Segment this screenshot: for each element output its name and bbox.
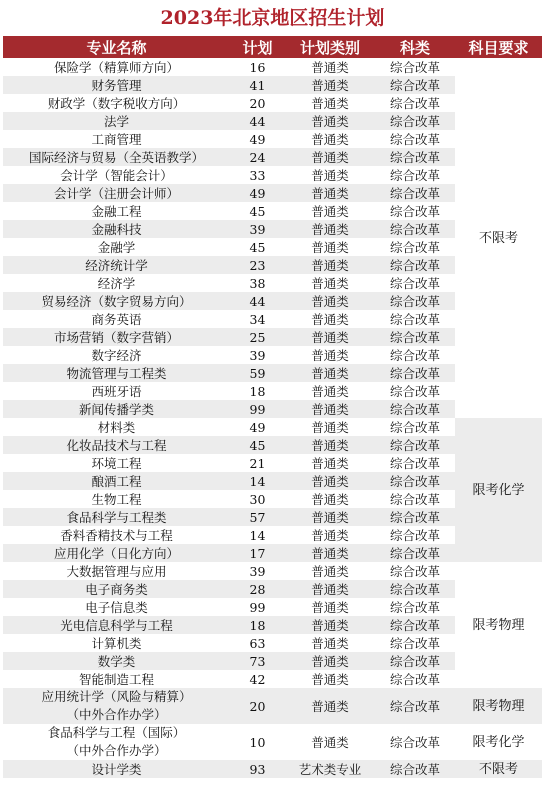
cell-major: 计算机类 xyxy=(91,635,142,651)
cell-plan: 45 xyxy=(230,436,285,454)
cell-plan: 99 xyxy=(230,400,285,418)
cell-category: 普通类 xyxy=(285,220,375,238)
cell-category: 普通类 xyxy=(311,419,349,435)
cell-type: 综合改革 xyxy=(375,472,455,490)
cell-type: 综合改革 xyxy=(389,491,440,507)
cell-category: 普通类 xyxy=(285,652,375,670)
cell-major: 保险学（精算师方向） xyxy=(53,59,179,75)
cell-major xyxy=(3,724,230,760)
cell-major: 贸易经济（数字贸易方向） xyxy=(3,292,230,310)
cell-major: 设计学类 xyxy=(3,760,230,778)
cell-type: 综合改革 xyxy=(389,275,440,291)
header-major: 专业名称 xyxy=(3,36,230,58)
cell-category: 普通类 xyxy=(311,455,349,471)
cell-category: 普通类 xyxy=(311,383,349,399)
cell-plan: 23 xyxy=(230,256,285,274)
cell-plan: 49 xyxy=(230,184,285,202)
header-plan: 计划 xyxy=(230,36,285,58)
cell-type: 综合改革 xyxy=(389,455,440,471)
cell-category: 艺术类专业 xyxy=(285,760,375,778)
cell-major: 大数据管理与应用 xyxy=(66,563,167,579)
cell-type: 综合改革 xyxy=(389,734,440,750)
cell-plan: 17 xyxy=(230,544,285,562)
cell-major xyxy=(3,688,230,724)
cell-plan: 39 xyxy=(249,563,266,579)
cell-category: 普通类 xyxy=(285,436,375,454)
cell-major: 金融科技 xyxy=(3,220,230,238)
cell-category: 普通类 xyxy=(311,59,349,75)
cell-major: 金融学 xyxy=(97,239,136,255)
cell-type: 综合改革 xyxy=(389,671,440,687)
cell-category: 普通类 xyxy=(285,328,375,346)
cell-plan: 45 xyxy=(249,239,266,255)
cell-category: 普通类 xyxy=(285,688,375,724)
cell-type: 综合改革 xyxy=(375,256,455,274)
major-line: （中外合作办学） xyxy=(66,743,167,758)
enrollment-table xyxy=(3,36,542,778)
cell-category: 普通类 xyxy=(311,563,349,579)
table-row xyxy=(3,418,542,436)
cell-plan: 20 xyxy=(249,95,266,111)
cell-major: 应用化学（日化方向） xyxy=(3,544,230,562)
cell-plan: 49 xyxy=(249,419,266,435)
table-row xyxy=(3,760,542,778)
cell-type: 综合改革 xyxy=(389,563,440,579)
cell-major: 市场营销（数字营销） xyxy=(3,328,230,346)
cell-type: 综合改革 xyxy=(375,148,455,166)
cell-category: 普通类 xyxy=(311,347,349,363)
header-category: 计划类别 xyxy=(285,36,375,58)
cell-type: 综合改革 xyxy=(375,76,455,94)
cell-category: 普通类 xyxy=(285,472,375,490)
cell-major: 智能制造工程 xyxy=(78,671,154,687)
cell-plan: 21 xyxy=(249,455,266,471)
cell-plan: 63 xyxy=(249,635,266,651)
cell-plan: 44 xyxy=(230,112,285,130)
cell-type: 综合改革 xyxy=(375,364,455,382)
cell-plan: 16 xyxy=(249,59,266,75)
cell-requirement: 限考化学 xyxy=(455,724,542,760)
cell-plan: 33 xyxy=(249,167,266,183)
cell-type: 综合改革 xyxy=(375,508,455,526)
table-row xyxy=(3,724,542,760)
cell-type: 综合改革 xyxy=(389,599,440,615)
cell-major: 新闻传播学类 xyxy=(3,400,230,418)
cell-type: 综合改革 xyxy=(389,203,440,219)
cell-major: 材料类 xyxy=(97,419,136,435)
table-row xyxy=(3,58,542,76)
cell-type: 综合改革 xyxy=(375,688,455,724)
cell-type: 综合改革 xyxy=(389,635,440,651)
table-row xyxy=(3,562,542,580)
cell-type: 综合改革 xyxy=(375,580,455,598)
cell-major: 工商管理 xyxy=(91,131,142,147)
cell-category: 普通类 xyxy=(285,148,375,166)
cell-plan: 57 xyxy=(230,508,285,526)
cell-category: 普通类 xyxy=(311,95,349,111)
cell-type: 综合改革 xyxy=(389,311,440,327)
cell-plan: 38 xyxy=(249,275,266,291)
cell-major: 生物工程 xyxy=(91,491,142,507)
cell-category: 普通类 xyxy=(285,400,375,418)
cell-type: 综合改革 xyxy=(389,239,440,255)
cell-category: 普通类 xyxy=(285,256,375,274)
cell-plan: 14 xyxy=(230,472,285,490)
cell-category: 普通类 xyxy=(311,599,349,615)
cell-requirement: 不限考 xyxy=(455,58,542,418)
cell-category: 普通类 xyxy=(311,671,349,687)
cell-category: 普通类 xyxy=(285,580,375,598)
cell-plan: 34 xyxy=(249,311,266,327)
cell-type: 综合改革 xyxy=(389,131,440,147)
cell-major: 经济学 xyxy=(97,275,136,291)
cell-category: 普通类 xyxy=(285,508,375,526)
cell-requirement: 限考物理 xyxy=(455,688,542,724)
cell-major: 酿酒工程 xyxy=(3,472,230,490)
cell-category: 普通类 xyxy=(285,184,375,202)
cell-major: 经济统计学 xyxy=(3,256,230,274)
cell-plan: 41 xyxy=(230,76,285,94)
cell-major: 会计学（注册会计师） xyxy=(3,184,230,202)
cell-plan: 10 xyxy=(249,734,266,750)
header-requirement: 科目要求 xyxy=(455,36,542,58)
cell-category: 普通类 xyxy=(311,275,349,291)
cell-major: 环境工程 xyxy=(91,455,142,471)
cell-plan: 59 xyxy=(230,364,285,382)
cell-major: 光电信息科学与工程 xyxy=(3,616,230,634)
cell-type: 综合改革 xyxy=(375,436,455,454)
cell-category: 普通类 xyxy=(311,527,349,543)
cell-category: 普通类 xyxy=(285,364,375,382)
table-body xyxy=(3,58,542,778)
cell-category: 普通类 xyxy=(285,544,375,562)
header-type: 科类 xyxy=(375,36,455,58)
cell-category: 普通类 xyxy=(285,112,375,130)
cell-category: 普通类 xyxy=(311,131,349,147)
cell-type: 综合改革 xyxy=(389,167,440,183)
cell-plan: 73 xyxy=(230,652,285,670)
cell-major: 会计学（智能会计） xyxy=(60,167,173,183)
cell-plan: 49 xyxy=(249,131,266,147)
cell-plan: 25 xyxy=(230,328,285,346)
cell-major: 数字经济 xyxy=(91,347,142,363)
cell-major: 电子信息类 xyxy=(85,599,148,615)
cell-plan: 44 xyxy=(230,292,285,310)
cell-plan: 18 xyxy=(230,616,285,634)
major-line: （中外合作办学） xyxy=(66,707,167,722)
cell-category: 普通类 xyxy=(311,491,349,507)
cell-plan: 20 xyxy=(230,688,285,724)
cell-category: 普通类 xyxy=(311,203,349,219)
cell-category: 普通类 xyxy=(311,734,349,750)
cell-type: 综合改革 xyxy=(375,400,455,418)
cell-category: 普通类 xyxy=(311,239,349,255)
table-header-row xyxy=(3,36,542,58)
cell-major: 金融工程 xyxy=(91,203,142,219)
cell-type: 综合改革 xyxy=(375,292,455,310)
major-line: 食品科学与工程（国际） xyxy=(47,725,186,740)
cell-major: 商务英语 xyxy=(91,311,142,327)
cell-category: 普通类 xyxy=(311,167,349,183)
cell-plan: 42 xyxy=(249,671,266,687)
cell-major: 财务管理 xyxy=(3,76,230,94)
cell-plan: 39 xyxy=(249,347,266,363)
cell-plan: 28 xyxy=(230,580,285,598)
cell-major: 化妆品技术与工程 xyxy=(3,436,230,454)
cell-type: 综合改革 xyxy=(375,184,455,202)
cell-category: 普通类 xyxy=(285,292,375,310)
cell-type: 综合改革 xyxy=(375,544,455,562)
cell-type: 综合改革 xyxy=(389,527,440,543)
cell-major: 电子商务类 xyxy=(3,580,230,598)
major-line: 应用统计学（风险与精算） xyxy=(41,689,192,704)
cell-major: 西班牙语 xyxy=(91,383,142,399)
cell-plan: 39 xyxy=(230,220,285,238)
cell-type: 综合改革 xyxy=(375,652,455,670)
cell-major: 食品科学与工程类 xyxy=(3,508,230,526)
cell-plan: 93 xyxy=(230,760,285,778)
cell-type: 综合改革 xyxy=(375,760,455,778)
cell-type: 综合改革 xyxy=(389,59,440,75)
page-title: 2023年北京地区招生计划 xyxy=(160,7,385,29)
cell-plan: 18 xyxy=(249,383,266,399)
cell-type: 综合改革 xyxy=(375,112,455,130)
cell-major: 物流管理与工程类 xyxy=(3,364,230,382)
cell-plan: 24 xyxy=(230,148,285,166)
cell-plan: 99 xyxy=(249,599,266,615)
cell-plan: 45 xyxy=(249,203,266,219)
cell-major: 数学类 xyxy=(3,652,230,670)
cell-category: 普通类 xyxy=(285,616,375,634)
cell-requirement: 限考化学 xyxy=(455,418,542,562)
cell-requirement: 不限考 xyxy=(455,760,542,778)
cell-type: 综合改革 xyxy=(389,347,440,363)
cell-major: 法学 xyxy=(3,112,230,130)
cell-plan: 30 xyxy=(249,491,266,507)
cell-major: 香料香精技术与工程 xyxy=(60,527,173,543)
cell-category: 普通类 xyxy=(311,311,349,327)
cell-type: 综合改革 xyxy=(389,383,440,399)
cell-type: 综合改革 xyxy=(389,419,440,435)
cell-type: 综合改革 xyxy=(375,616,455,634)
cell-plan: 14 xyxy=(249,527,266,543)
cell-category: 普通类 xyxy=(285,76,375,94)
table-row xyxy=(3,688,542,724)
cell-requirement: 限考物理 xyxy=(455,562,542,688)
cell-major: 国际经济与贸易（全英语教学） xyxy=(3,148,230,166)
cell-category: 普通类 xyxy=(311,635,349,651)
cell-type: 综合改革 xyxy=(389,95,440,111)
cell-major: 财政学（数字税收方向） xyxy=(47,95,186,111)
cell-type: 综合改革 xyxy=(375,220,455,238)
cell-type: 综合改革 xyxy=(375,328,455,346)
